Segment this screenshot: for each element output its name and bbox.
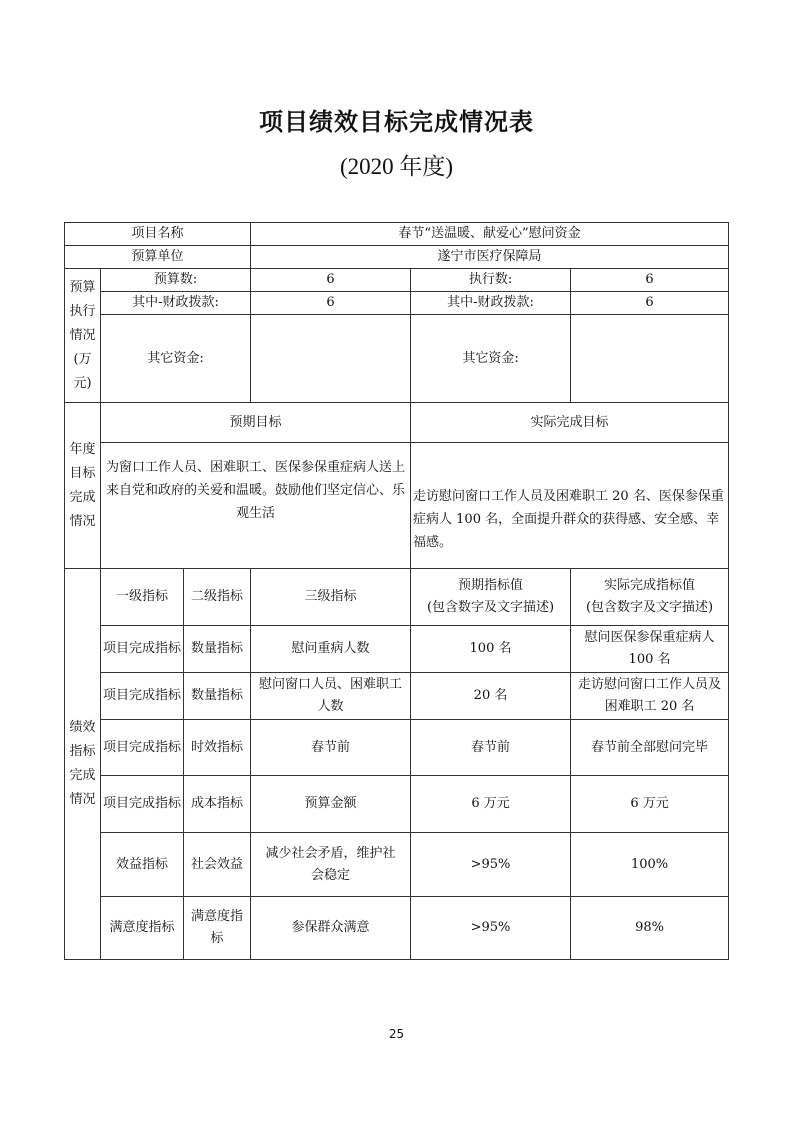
fiscal-budget-value: 6: [251, 292, 411, 315]
level3-cell: 慰问重病人数: [251, 626, 411, 673]
indicator-row: [65, 833, 729, 897]
executed-amount-value: 6: [571, 269, 729, 292]
level3-cell: 参保群众满意: [251, 897, 411, 960]
level2-cell: 时效指标: [184, 720, 251, 776]
expected-cell: 春节前: [411, 720, 571, 776]
section-line: (万: [73, 351, 92, 367]
level3-header: 三级指标: [251, 569, 411, 626]
level3-cell: 减少社会矛盾，维护社会稳定: [251, 833, 411, 897]
annual-goal-header-row: [65, 403, 729, 443]
section-line: 完成: [69, 768, 96, 783]
section-line: 目标: [69, 465, 96, 481]
other-budget-label: 其它资金:: [101, 315, 251, 403]
budget-section-label: [65, 269, 101, 403]
section-line: 完成: [69, 489, 96, 505]
other-executed-label: 其它资金:: [411, 315, 571, 403]
header-line: (包含数字及文字描述): [426, 600, 555, 615]
budget-unit-value: 遂宁市医疗保障局: [251, 246, 729, 269]
other-executed-value: [571, 315, 729, 403]
actual-goal-text: 走访慰问窗口工作人员及困难职工 20 名、医保参保重症病人 100 名，全面提升群众的获得感、安全感、幸福感。: [411, 443, 729, 569]
fiscal-budget-label: 其中-财政拨款:: [101, 292, 251, 315]
level3-cell: 慰问窗口人员、困难职工人数: [251, 673, 411, 720]
actual-cell: 98%: [571, 897, 729, 960]
actual-cell: 春节前全部慰问完毕: [571, 720, 729, 776]
expected-goal-text: 为窗口工作人员、困难职工、医保参保重症病人送上来自党和政府的关爱和温暖。鼓励他们坚定信心、乐观生活: [101, 443, 411, 569]
section-line: 情况: [69, 327, 96, 343]
level2-cell: 满意度指标: [184, 897, 251, 960]
executed-amount-label: 执行数:: [411, 269, 571, 292]
actual-cell: 100%: [571, 833, 729, 897]
level1-cell: 项目完成指标: [101, 673, 184, 720]
expected-cell: 6 万元: [411, 776, 571, 833]
other-funds-row: [65, 315, 729, 403]
budget-amount-value: 6: [251, 269, 411, 292]
actual-cell: 走访慰问窗口工作人员及困难职工 20 名: [571, 673, 729, 720]
budget-unit-label: 预算单位: [65, 246, 251, 269]
section-line: 情况: [69, 792, 96, 807]
header-line: (包含数字及文字描述): [585, 600, 714, 615]
indicator-header-row: [65, 569, 729, 626]
actual-value-header: [571, 569, 729, 626]
level2-cell: 数量指标: [184, 626, 251, 673]
header-line: 实际完成指标值: [604, 578, 696, 593]
level3-cell: 预算金额: [251, 776, 411, 833]
indicator-row: [65, 626, 729, 673]
level1-cell: 满意度指标: [101, 897, 184, 960]
level2-cell: 数量指标: [184, 673, 251, 720]
indicator-row: [65, 897, 729, 960]
indicator-row: [65, 776, 729, 833]
level1-cell: 项目完成指标: [101, 720, 184, 776]
page-number: 25: [388, 1027, 405, 1041]
indicator-row: [65, 673, 729, 720]
budget-amount-label: 预算数:: [101, 269, 251, 292]
budget-unit-row: [65, 246, 729, 269]
expected-value-header: [411, 569, 571, 626]
expected-cell: >95%: [411, 833, 571, 897]
section-line: 执行: [69, 303, 96, 319]
section-line: 情况: [69, 513, 96, 529]
expected-cell: 100 名: [411, 626, 571, 673]
annual-goal-section-label: [65, 403, 101, 569]
other-budget-value: [251, 315, 411, 403]
document-subtitle: (2020 年度): [339, 154, 454, 179]
actual-cell: 慰问医保参保重症病人 100 名: [571, 626, 729, 673]
level2-header: 二级指标: [184, 569, 251, 626]
project-name-label: 项目名称: [65, 223, 251, 246]
fiscal-executed-value: 6: [571, 292, 729, 315]
section-line: 元): [73, 375, 92, 391]
level1-cell: 项目完成指标: [101, 776, 184, 833]
section-line: 年度: [69, 441, 96, 457]
expected-cell: >95%: [411, 897, 571, 960]
indicator-row: [65, 720, 729, 776]
section-line: 绩效: [69, 720, 96, 735]
expected-goal-header: 预期目标: [101, 403, 411, 443]
actual-cell: 6 万元: [571, 776, 729, 833]
level1-cell: 项目完成指标: [101, 626, 184, 673]
project-name-row: [65, 223, 729, 246]
document-title: 项目绩效目标完成情况表: [259, 108, 534, 136]
expected-cell: 20 名: [411, 673, 571, 720]
level3-cell: 春节前: [251, 720, 411, 776]
fiscal-executed-label: 其中-财政拨款:: [411, 292, 571, 315]
budget-amount-row: [65, 269, 729, 292]
fiscal-row: [65, 292, 729, 315]
performance-section-label: [65, 569, 101, 960]
actual-goal-header: 实际完成目标: [411, 403, 729, 443]
header-line: 预期指标值: [458, 578, 524, 593]
annual-goal-text-row: [65, 443, 729, 569]
level2-cell: 成本指标: [184, 776, 251, 833]
level2-cell: 社会效益: [184, 833, 251, 897]
level1-header: 一级指标: [101, 569, 184, 626]
section-line: 预算: [69, 279, 96, 295]
section-line: 指标: [69, 744, 96, 759]
performance-table: [64, 222, 729, 960]
level1-cell: 效益指标: [101, 833, 184, 897]
project-name-value: 春节“送温暖、献爱心”慰问资金: [251, 223, 729, 246]
